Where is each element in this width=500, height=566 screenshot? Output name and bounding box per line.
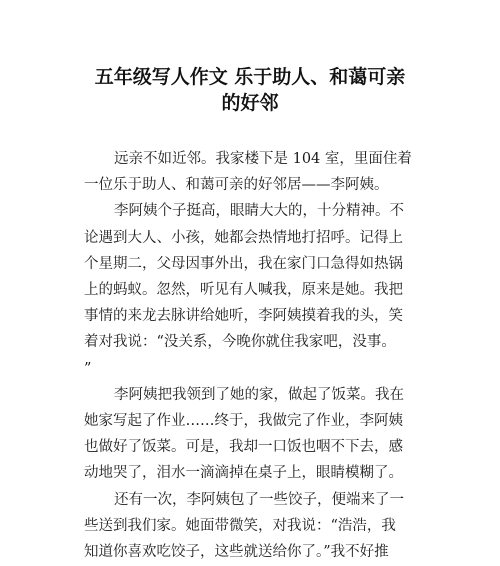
paragraph-line: 些送到我们家。她面带微笑，对我说：“浩浩，我 xyxy=(84,517,396,534)
paragraph-line: 动地哭了，泪水一滴滴掉在桌子上，眼睛模糊了。 xyxy=(84,465,403,482)
paragraph-line: 论遇到大人、小孩，她都会热情地打招呼。记得上 xyxy=(84,229,403,246)
paragraph-line: 李阿姨个子挺高，眼睛大大的，十分精神。不 xyxy=(114,203,404,220)
paragraph-line: 一位乐于助人、和蔼可亲的好邻居——李阿姨。 xyxy=(84,177,389,194)
paragraph-line: ” xyxy=(84,360,92,377)
paragraph-line: 个星期二，父母因事外出，我在家门口急得如热锅 xyxy=(84,255,403,272)
document-title-line-2: 的好邻 xyxy=(221,92,279,114)
paragraph-line: 她家写起了作业……终于，我做完了作业，李阿姨 xyxy=(84,413,403,429)
paragraph-line: 知道你喜欢吃饺子，这些就送给你了。”我不好推 xyxy=(84,544,389,560)
paragraph-line: 上的蚂蚁。忽然，听见有人喊我，原来是她。我把 xyxy=(84,282,403,298)
paragraph-line: 着对我说：“没关系，今晚你就住我家吧，没事。 xyxy=(84,334,396,351)
paragraph-line: 也做好了饭菜。可是，我却一口饭也咽不下去，感 xyxy=(84,439,403,456)
paragraph-line: 远亲不如近邻。我家楼下是 104 室，里面住着 xyxy=(114,151,412,167)
paragraph-line: 还有一次，李阿姨包了一些饺子，便端来了一 xyxy=(114,491,404,508)
document-title-line-1: 五年级写人作文 乐于助人、和蔼可亲 xyxy=(94,66,406,88)
paragraph-line: 事情的来龙去脉讲给她听，李阿姨摸着我的头，笑 xyxy=(84,308,403,325)
paragraph-line: 李阿姨把我领到了她的家，做起了饭菜。我在 xyxy=(114,386,404,403)
